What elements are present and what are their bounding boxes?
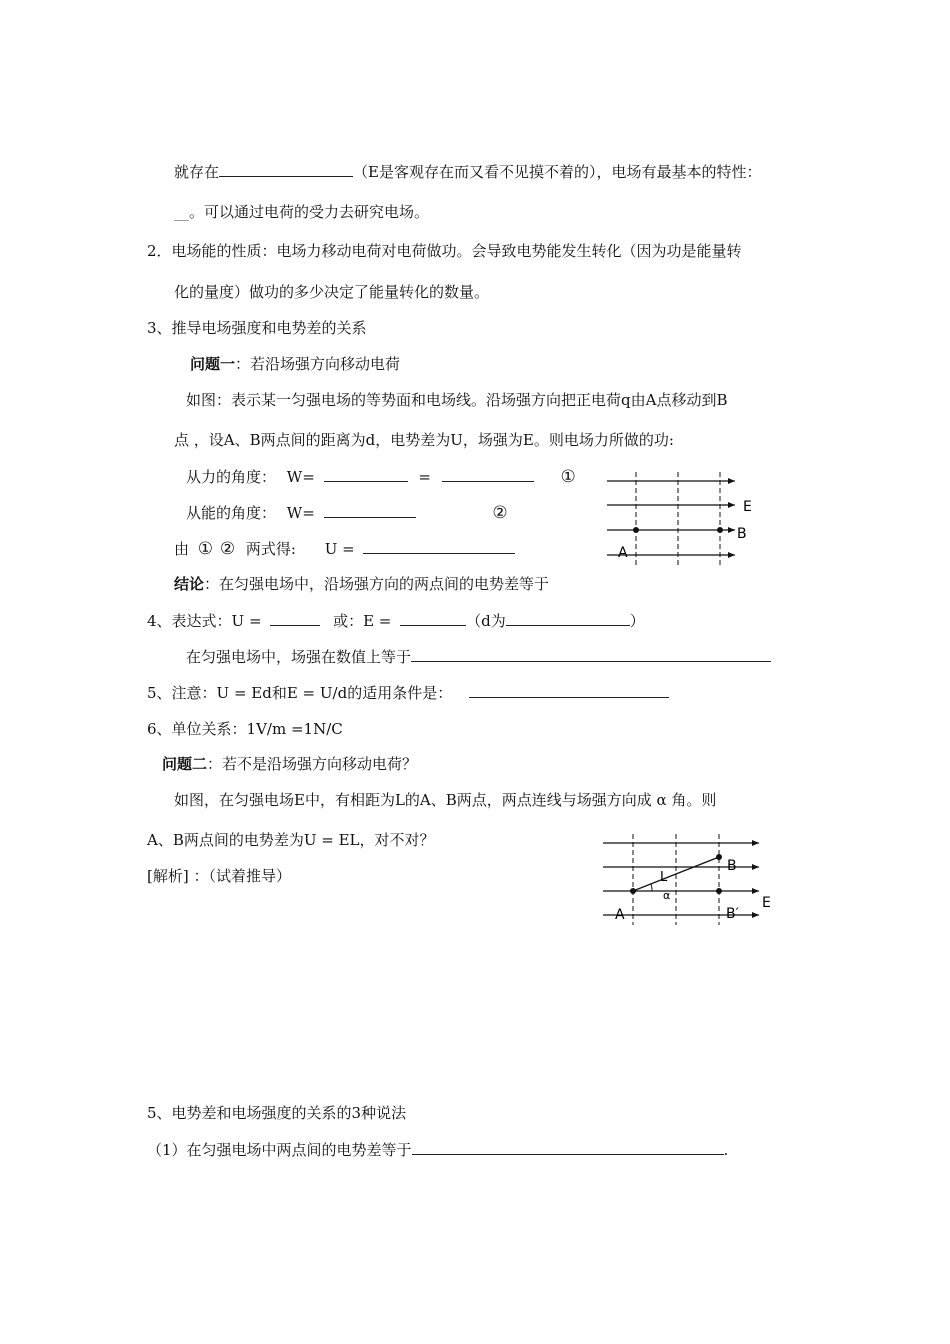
w-eq2: W=: [286, 504, 315, 522]
label-e: E: [743, 499, 752, 515]
q2-text: ：若不是沿场强方向移动电荷？: [207, 755, 418, 773]
point-b: [716, 854, 722, 860]
point-a: [630, 888, 636, 894]
combine-pre: 由: [174, 540, 190, 558]
q2-analysis: [解析] ：（试着推导）: [147, 867, 291, 885]
s4-t3: （d为: [466, 612, 506, 630]
label-a: A: [618, 545, 628, 561]
p1-cont: 。可以通过电荷的受力去研究电场。: [189, 203, 430, 221]
s3-desc1: 如图：表示某一匀强电场的等势面和电场线。沿场强方向把正电荷q由A点移动到B: [186, 391, 728, 409]
p1-cont-mark[interactable]: __: [174, 203, 189, 221]
concl-label: 结论: [174, 575, 205, 593]
label-alpha: α: [663, 889, 671, 902]
concl-text: ：在匀强电场中，沿场强方向的两点间的电势差等于: [204, 575, 550, 593]
label-l: L: [660, 870, 668, 885]
p1-start: 就存在: [174, 163, 220, 181]
s4-line2-text: 在匀强电场中，场强在数值上等于: [186, 648, 412, 666]
eq-sign: =: [418, 468, 431, 486]
s5b-item1-end: .: [723, 1141, 729, 1159]
s6-line: 6、单位关系：1V/m =1N/C: [147, 720, 343, 738]
combine-m1: ①: [197, 539, 214, 559]
label-a: A: [615, 907, 625, 923]
s5-text: 5、注意：U = Ed和E = U/d的适用条件是：: [147, 684, 453, 702]
energy-label: 从能的角度：: [186, 504, 277, 522]
w-eq: W=: [286, 468, 315, 486]
q1-text: ：若沿场强方向移动电荷: [235, 355, 401, 373]
p2-line2: 化的量度）做功的多少决定了能量转化的数量。: [174, 283, 490, 301]
s3-desc2: 点 ，设A、B两点间的距离为d，电势差为U，场强为E。则电场力所做的功:: [174, 431, 674, 449]
q2-label: 问题二: [162, 755, 208, 773]
point-b-prime: [716, 888, 722, 894]
p1-mid: （E是客观存在而又看不见摸不着的），电场有最基本的特性：: [353, 163, 762, 181]
q2-desc2: A、B两点间的电势差为U = EL，对不对？: [147, 831, 435, 849]
force-label: 从力的角度：: [186, 468, 277, 486]
s5b-item1-text: （1）在匀强电场中两点间的电势差等于: [147, 1141, 412, 1159]
angle-arc: [651, 884, 652, 891]
combine-mid: 两式得:: [245, 540, 296, 558]
s4-t1: 4、表达式：U =: [147, 612, 262, 630]
q2-desc1: 如图，在匀强电场E中，有相距为L的A、B两点，两点连线与场强方向成 α 角。则: [174, 791, 717, 809]
u-eq: U =: [324, 540, 355, 558]
mark-2: ②: [492, 503, 508, 523]
label-b: B: [727, 858, 737, 874]
s5b-item1: [147, 1140, 728, 1160]
q1-label: 问题一: [190, 355, 236, 373]
s3-title: 3、推导电场强度和电势差的关系: [147, 319, 367, 337]
s4-t4: ）: [629, 612, 645, 630]
s4-t2: 或：E =: [333, 612, 392, 630]
mark-1: ①: [560, 467, 576, 487]
s5b-title: 5、电势差和电场强度的关系的3种说法: [147, 1104, 407, 1122]
combine-m2: ②: [219, 539, 236, 559]
label-b: B: [737, 526, 747, 542]
p2-line1: 2．电场能的性质：电场力移动电荷对电荷做功。会导致电势能发生转化（因为功是能量转: [147, 242, 742, 260]
blank-field[interactable]: [412, 1140, 724, 1155]
label-b-prime: B′: [726, 906, 739, 922]
label-e: E: [762, 895, 771, 911]
